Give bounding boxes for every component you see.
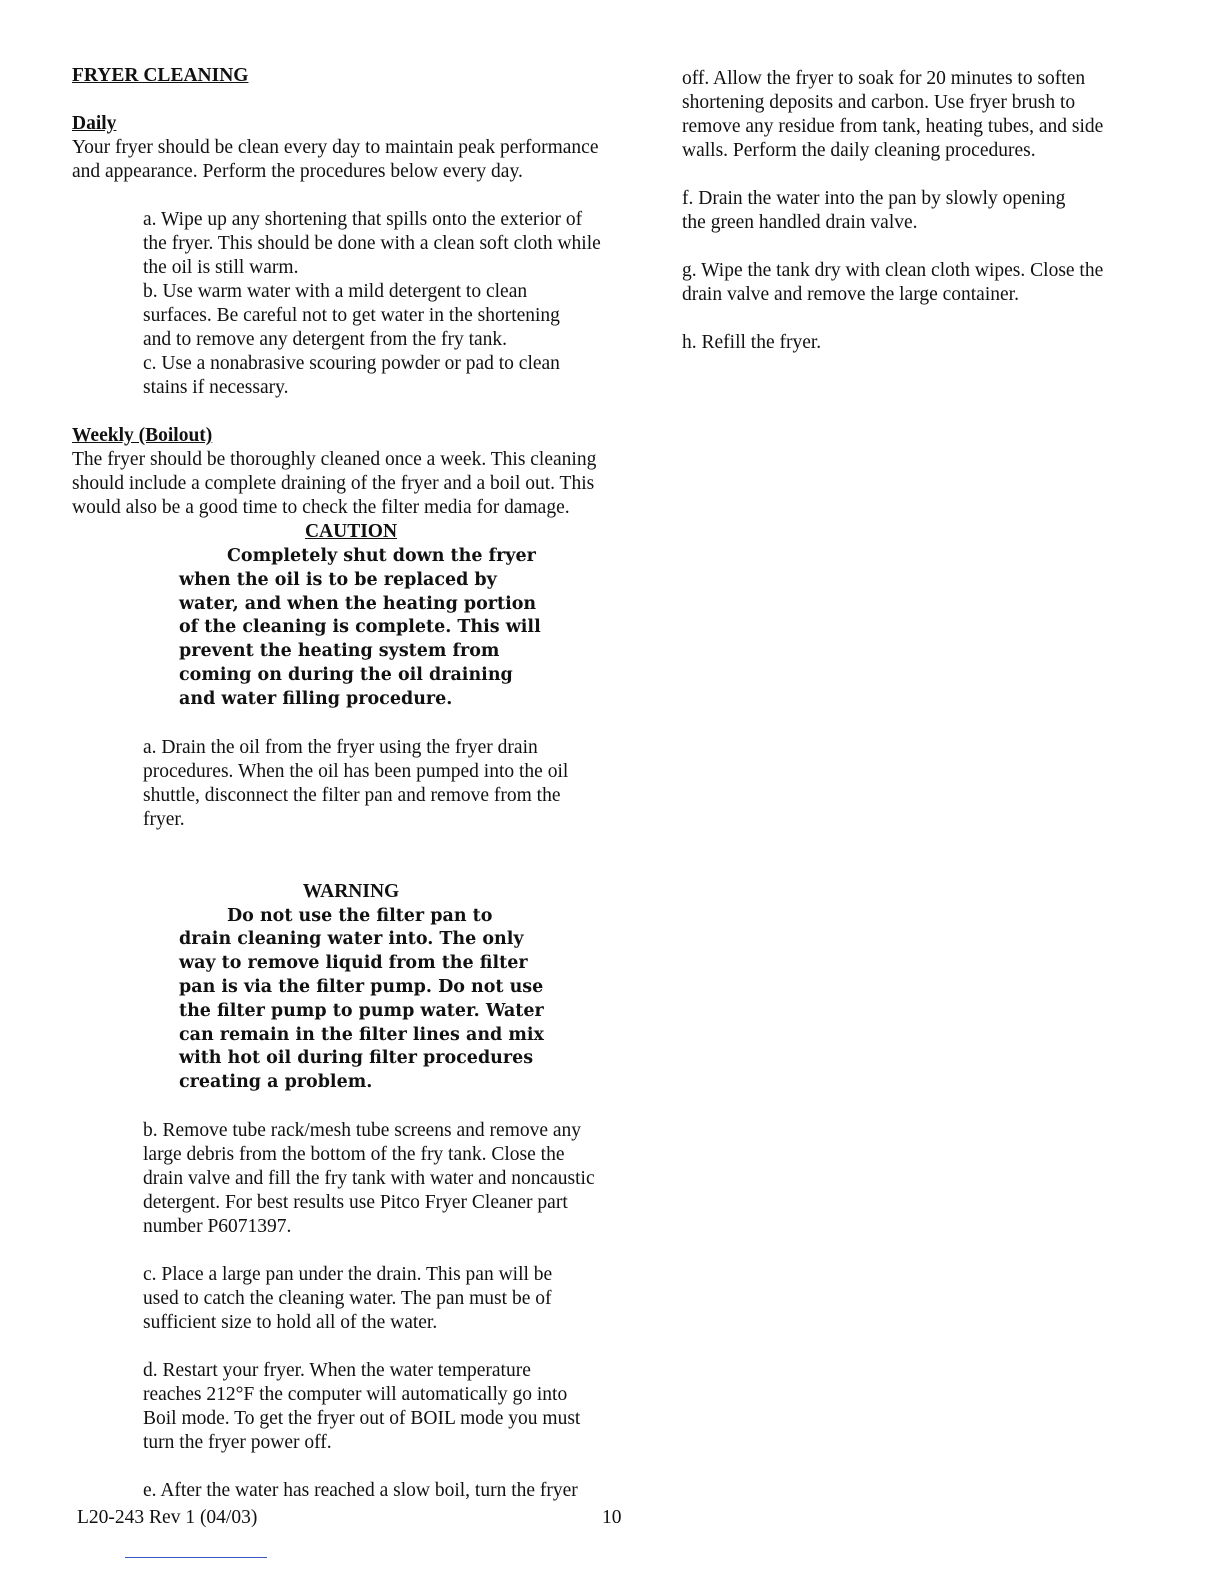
weekly-step-a: a. Drain the oil from the fryer using the fryer drain procedures. When the oil has been pumped into the oil shuttle, disconnect the filter pan and remove from the fryer. — [143, 736, 569, 830]
left-column — [72, 64, 612, 1503]
page-number: 10 — [602, 1507, 622, 1528]
caution-text: Completely shut down the fryer when the oil is to be replaced by water, and when the heating portion of the cleaning is complete. This will prevent the heating system from coming on during the oil draining and water filling procedure. — [179, 546, 541, 709]
weekly-step-g: g. Wipe the tank dry with clean cloth wipes. Close the drain valve and remove the large container. — [682, 260, 1104, 305]
weekly-heading: Weekly (Boilout) — [72, 425, 213, 446]
document-id: L20-243 Rev 1 (04/03) — [77, 1507, 258, 1528]
daily-step-c: c. Use a nonabrasive scouring powder or pad to clean stains if necessary. — [143, 353, 560, 398]
warning-text: Do not use the filter pan to drain cleaning water into. The only way to remove liquid from the filter pan is via the filter pump. Do not use the filter pump to pump water. Water can remain in the filter lines and mix with hot oil during filter procedures creating a problem. — [179, 905, 544, 1093]
weekly-step-d: d. Restart your fryer. When the water temperature reaches 212°F the computer will automatically go into Boil mode. To get the fryer out of BOIL mode you must turn the fryer power off. — [143, 1359, 581, 1453]
section-title: FRYER CLEANING — [72, 65, 249, 86]
right-column — [682, 67, 1122, 355]
daily-intro: Your fryer should be clean every day to maintain peak performance and appearance. Perform the procedures below every day. — [72, 137, 599, 182]
weekly-intro: The fryer should be thoroughly cleaned once a week. This cleaning should include a complete draining of the fryer and a boil out. This would also be a good time to check the filter media for damage. — [72, 449, 597, 518]
daily-step-b: b. Use warm water with a mild detergent to clean surfaces. Be careful not to get water in the shortening and to remove any detergent from the fry tank. — [143, 281, 560, 350]
weekly-step-e-start: e. After the water has reached a slow boil, turn the fryer — [143, 1479, 578, 1501]
caution-title: CAUTION — [304, 521, 398, 542]
daily-step-a: a. Wipe up any shortening that spills onto the exterior of the fryer. This should be done with a clean soft cloth while the oil is still warm. — [143, 209, 601, 278]
weekly-step-f: f. Drain the water into the pan by slowly opening the green handled drain valve. — [682, 188, 1066, 233]
weekly-step-h: h. Refill the fryer. — [682, 332, 822, 353]
daily-heading: Daily — [72, 113, 117, 134]
footer-rule — [125, 1557, 267, 1558]
weekly-step-e-end: off. Allow the fryer to soak for 20 minutes to soften shortening deposits and carbon. Use fryer brush to remove any residue from tank, heating tubes, and side walls. Perform the daily cleaning procedures. — [682, 68, 1104, 161]
weekly-step-b: b. Remove tube rack/mesh tube screens and remove any large debris from the bottom of the fry tank. Close the drain valve and fill the fry tank with water and noncaustic detergent. For best results use Pitco Fryer Cleaner part number P6071397. — [143, 1119, 595, 1237]
weekly-step-c: c. Place a large pan under the drain. This pan will be used to catch the cleaning water. The pan must be of sufficient size to hold all of the water. — [143, 1263, 553, 1333]
warning-title: WARNING — [302, 880, 400, 902]
